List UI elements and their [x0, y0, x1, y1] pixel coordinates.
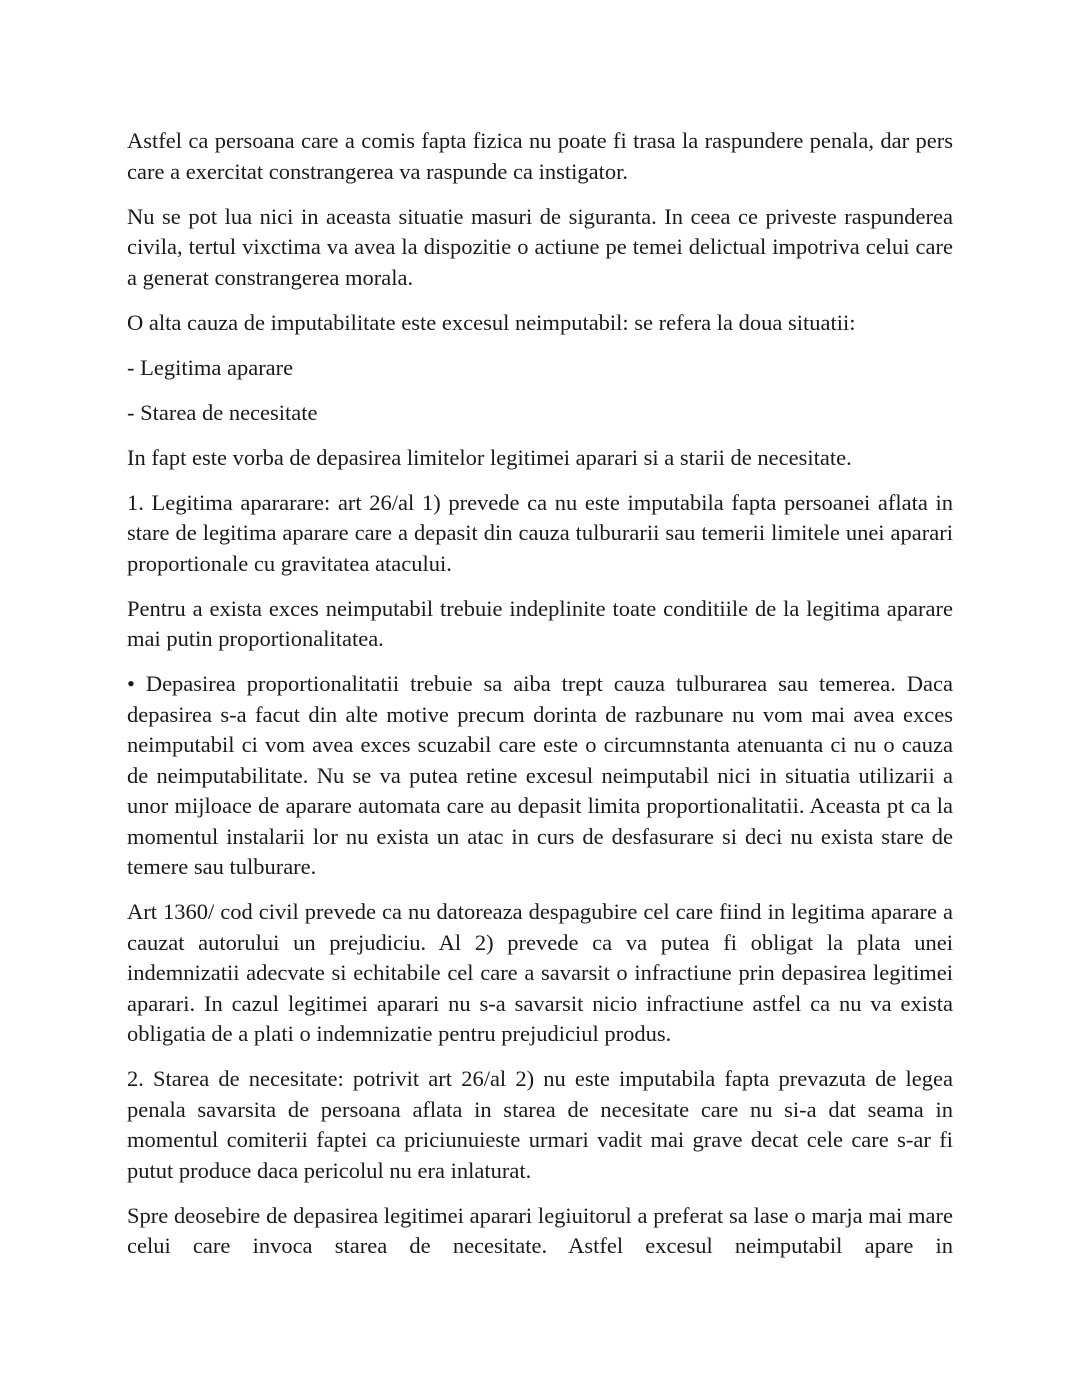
paragraph-constrangere-instigator: Astfel ca persoana care a comis fapta fizica nu poate fi trasa la raspundere penala, dar pers care a exercitat constrangerea va raspunde ca instigator. — [127, 128, 953, 184]
paragraph-exces-neimputabil-intro: O alta cauza de imputabilitate este excesul neimputabil: se refera la doua situatii: — [127, 309, 856, 335]
paragraph-legitima-aparare-art26: 1. Legitima apararare: art 26/al 1) prevede ca nu este imputabila fapta persoanei aflata in stare de legitima aparare care a depasit din cauza tulburarii sau temerii limitele unei aparari proportionale cu gravitatea atacului. — [127, 489, 953, 576]
paragraph-conditii-exces: Pentru a exista exces neimputabil trebuie indeplinite toate conditiile de la legitima aparare mai putin proportionalitatea. — [127, 595, 953, 651]
document-page — [127, 126, 953, 1276]
list-item-legitima-aparare: - Legitima aparare — [127, 354, 294, 380]
paragraph-depasirea-limitelor: In fapt este vorba de depasirea limitelor legitimei aparari si a starii de necesitate. — [127, 444, 852, 470]
paragraph-spre-deosebire: Spre deosebire de depasirea legitimei aparari legiuitorul a preferat sa lase o marja mai mare celui care invoca starea de necesitate. Astfel excesul neimputabil apare in — [127, 1202, 953, 1258]
paragraph-starea-de-necesitate-art26: 2. Starea de necesitate: potrivit art 26/al 2) nu este imputabila fapta prevazuta de legea penala savarsita de persoana aflata in starea de necesitate care nu si-a dat seama in momentul comiterii faptei ca priciunuieste urmari vadit mai grave decat cele care s-ar fi putut produce daca pericolul nu era inlaturat. — [127, 1066, 953, 1183]
paragraph-depasirea-proportionalitatii: • Depasirea proportionalitatii trebuie sa aiba trept cauza tulburarea sau temerea. Daca depasirea s-a facut din alte motive precum dorinta de razbunare nu vom mai avea exces neimputabil ci vom avea exces scuzabil care este o circumnstanta atenuanta ci nu o cauza de neimputabilitate. Nu se va putea retine excesul neimputabil nici in situatia utilizarii a unor mijloace de aparare automata care au depasit limita proportionalitatii. Aceasta pt ca la momentul instalarii lor nu exista un atac in curs de desfasurare si deci nu exista stare de temere sau tulburare. — [127, 671, 953, 879]
paragraph-masuri-siguranta: Nu se pot lua nici in aceasta situatie masuri de siguranta. In ceea ce priveste raspunderea civila, tertul vixctima va avea la dispozitie o actiune pe temei delictual impotriva celui care a generat constrangerea morala. — [127, 203, 953, 290]
paragraph-art-1360-cod-civil: Art 1360/ cod civil prevede ca nu datoreaza despagubire cel care fiind in legitima aparare a cauzat autorului un prejudiciu. Al 2) prevede ca va putea fi obligat la plata unei indemnizatii adecvate si echitabile cel care a savarsit o infractiune prin depasirea legitimei aparari. In cazul legitimei aparari nu s-a savarsit nicio infractiune astfel ca nu va exista obligatia de a plati o indemnizatie pentru prejudiciul produs. — [127, 899, 953, 1046]
list-item-starea-de-necesitate: - Starea de necesitate — [127, 399, 318, 425]
